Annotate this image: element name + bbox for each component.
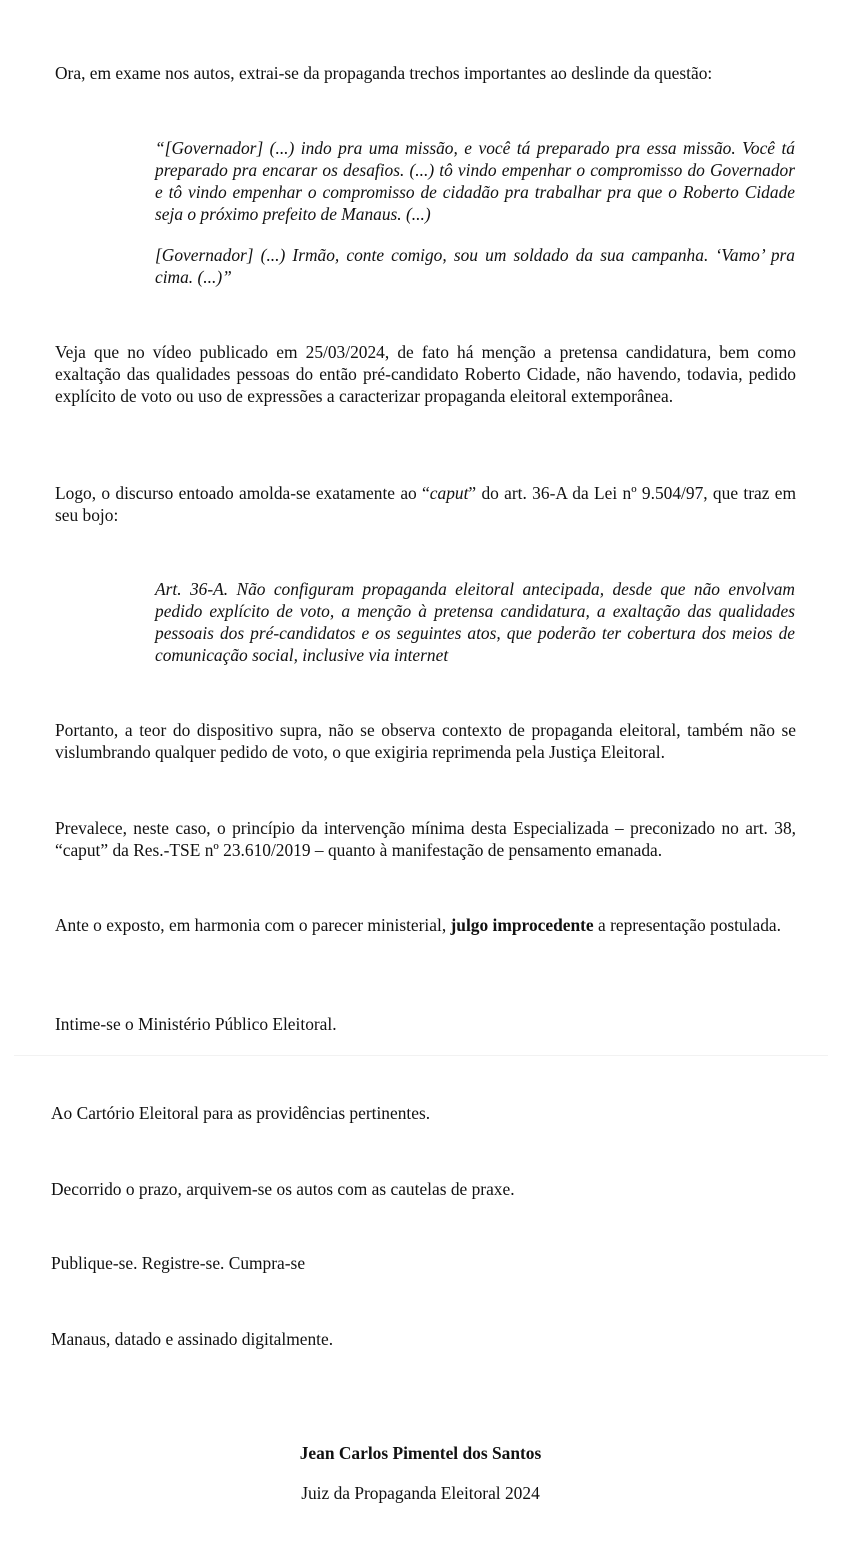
logo-paragraph xyxy=(55,482,796,526)
ruling-text-start: Ante o exposto, em harmonia com o parecer ministerial, xyxy=(55,915,451,935)
signature-role: Juiz da Propaganda Eleitoral 2024 xyxy=(301,1483,540,1503)
intime-paragraph: Intime-se o Ministério Público Eleitoral. xyxy=(55,1014,337,1034)
ruling-text-end: a representação postulada. xyxy=(593,915,781,935)
video-paragraph: Veja que no vídeo publicado em 25/03/2024, de fato há menção a pretensa candidatura, bem como exaltação das qualidades pessoas do então pré-candidato Roberto Cidade, não havendo, todavia, pedido explícito de voto ou uso de expressões a caracterizar propaganda eleitoral extemporânea. xyxy=(55,342,796,406)
logo-paragraph-text-start: Logo, o discurso entoado amolda-se exatamente ao “ xyxy=(55,483,430,503)
page-break-divider xyxy=(14,1055,828,1056)
decorrido-paragraph: Decorrido o prazo, arquivem-se os autos com as cautelas de praxe. xyxy=(51,1179,515,1199)
signature-name: Jean Carlos Pimentel dos Santos xyxy=(299,1443,542,1463)
logo-paragraph-text-end: ” do art. 36-A da Lei nº 9.504/97, que traz em seu bojo: xyxy=(55,483,796,525)
logo-paragraph-caput: caput xyxy=(429,483,469,503)
manaus-paragraph: Manaus, datado e assinado digitalmente. xyxy=(51,1329,334,1349)
cartorio-paragraph: Ao Cartório Eleitoral para as providências pertinentes. xyxy=(51,1103,431,1123)
ruling-paragraph xyxy=(55,914,796,936)
prevalece-paragraph: Prevalece, neste caso, o princípio da intervenção mínima desta Especializada – preconizado no art. 38, “caput” da Res.-TSE nº 23.610/2019 – quanto à manifestação de pensamento emanada. xyxy=(55,818,796,860)
quote-art-36a: Art. 36-A. Não configuram propaganda eleitoral antecipada, desde que não envolvam pedido explícito de voto, a menção à pretensa candidatura, a exaltação das qualidades pessoais dos pré-candidatos e os seguintes atos, que poderão ter cobertura dos meios de comunicação social, inclusive via internet xyxy=(155,579,795,665)
intro-paragraph: Ora, em exame nos autos, extrai-se da propaganda trechos importantes ao deslinde da questão: xyxy=(55,63,713,83)
quote-governor-part2: [Governador] (...) Irmão, conte comigo, sou um soldado da sua campanha. ‘Vamo’ pra cima. (...)” xyxy=(155,245,795,287)
quote-governor-part1: “[Governador] (...) indo pra uma missão, e você tá preparado pra essa missão. Você tá preparado pra encarar os desafios. (...) tô vindo empenhar o compromisso do Governador e tô vindo empenhar o compromisso de cidadão pra trabalhar pra que o Roberto Cidade seja o próximo prefeito de Manaus. (...) xyxy=(155,138,795,224)
ruling-decision: julgo improcedente xyxy=(450,915,594,935)
publique-paragraph: Publique-se. Registre-se. Cumpra-se xyxy=(51,1253,306,1273)
portanto-paragraph: Portanto, a teor do dispositivo supra, não se observa contexto de propaganda eleitoral, também não se vislumbrando qualquer pedido de voto, o que exigiria reprimenda pela Justiça Eleitoral. xyxy=(55,720,796,762)
